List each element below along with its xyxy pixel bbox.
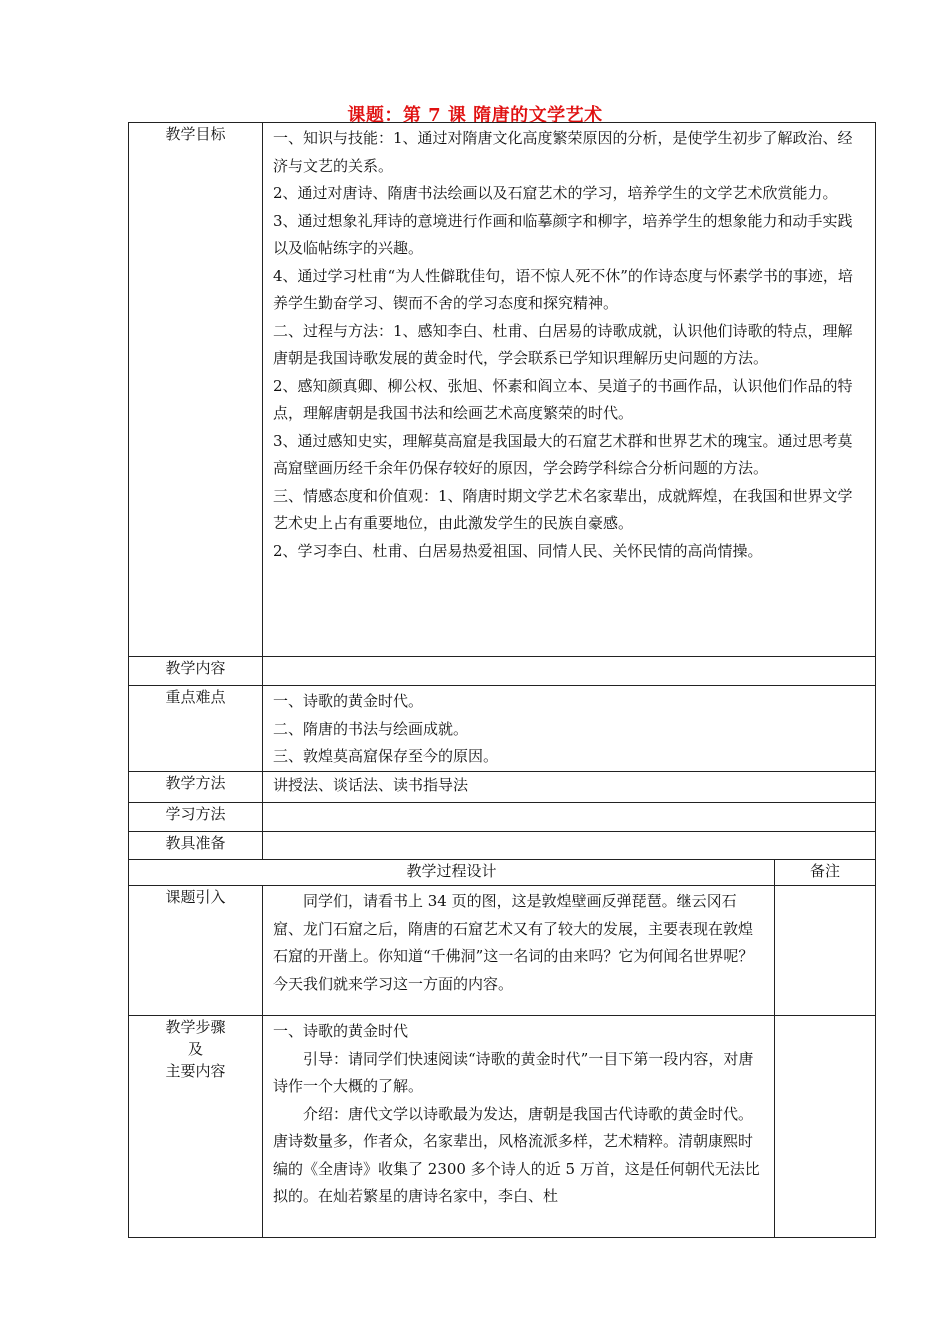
content-label: 教学内容 [129, 657, 263, 686]
steps-text [263, 1016, 774, 1211]
row-method [129, 772, 876, 803]
objective-line: 三、情感态度和价值观：1、隋唐时期文学艺术名家辈出，成就辉煌，在我国和世界文学艺术史上占有重要地位，由此激发学生的民族自豪感。 [273, 486, 853, 532]
keypoints-lines [263, 686, 875, 771]
steps-guide: 引导：请同学们快速阅读“诗歌的黄金时代”一目下第一段内容，对唐诗作一个大概的了解。 [273, 1049, 754, 1095]
tools-label: 教具准备 [129, 832, 263, 860]
lesson-plan-table [128, 122, 876, 1238]
row-tools [129, 832, 876, 860]
keypoints-label: 重点难点 [129, 686, 263, 772]
row-design-header [129, 860, 876, 886]
objectives-lines [263, 123, 875, 565]
notes-header: 备注 [775, 860, 876, 886]
objectives-label: 教学目标 [129, 123, 263, 657]
objective-line: 4、通过学习杜甫“为人性僻耽佳句，语不惊人死不休”的作诗态度与怀素学书的事迹，培养学生勤奋学习、锲而不舍的学习态度和探究精神。 [273, 266, 853, 312]
steps-intro: 介绍：唐代文学以诗歌最为发达，唐朝是我国古代诗歌的黄金时代。唐诗数量多，作者众，名家辈出，风格流派多样，艺术精粹。清朝康熙时编的《全唐诗》收集了 2300 多个诗人的近 5 万首，这是任何朝代无法比拟的。在灿若繁星的唐诗名家中，李白、杜 [273, 1104, 760, 1205]
study-label: 学习方法 [129, 803, 263, 832]
steps-notes [775, 1016, 876, 1238]
row-intro [129, 886, 876, 1016]
method-value: 讲授法、谈话法、读书指导法 [263, 772, 876, 803]
keypoint-1: 一、诗歌的黄金时代。 [273, 692, 424, 710]
row-content [129, 657, 876, 686]
row-objectives [129, 123, 876, 657]
objective-line: 一、知识与技能：1、通过对隋唐文化高度繁荣原因的分析，是使学生初步了解政治、经济与文艺的关系。 [273, 129, 853, 175]
steps-label: 教学步骤 及 主要内容 [129, 1016, 263, 1238]
row-study [129, 803, 876, 832]
design-header-title: 教学过程设计 [129, 860, 775, 886]
objective-line: 3、通过感知史实，理解莫高窟是我国最大的石窟艺术群和世界艺术的瑰宝。通过思考莫高窟壁画历经千余年仍保存较好的原因，学会跨学科综合分析问题的方法。 [273, 431, 853, 477]
objective-line: 2、通过对唐诗、隋唐书法绘画以及石窟艺术的学习，培养学生的文学艺术欣赏能力。 [273, 184, 838, 202]
row-steps [129, 1016, 876, 1238]
keypoint-2: 二、隋唐的书法与绘画成就。 [273, 719, 469, 738]
tools-value [263, 832, 876, 860]
page-title: 课题：第 7 课 隋唐的文学艺术 [347, 105, 603, 126]
intro-label: 课题引入 [129, 886, 263, 1016]
method-label: 教学方法 [129, 772, 263, 803]
objective-line: 2、学习李白、杜甫、白居易热爱祖国、同情人民、关怀民情的高尚情操。 [273, 541, 763, 560]
steps-heading: 一、诗歌的黄金时代 [273, 1022, 409, 1040]
intro-text: 同学们，请看书上 34 页的图，这是敦煌壁画反弹琵琶。继云冈石窟、龙门石窟之后，隋唐的石窟艺术又有了较大的发展，主要表现在敦煌石窟的开凿上。你知道“千佛洞”这一名词的由来吗？它为何闻名世界呢？今天我们就来学习这一方面的内容。 [273, 892, 754, 993]
objective-line: 二、过程与方法：1、感知李白、杜甫、白居易的诗歌成就，认识他们诗歌的特点，理解唐朝是我国诗歌发展的黄金时代，学会联系已学知识理解历史问题的方法。 [273, 321, 853, 367]
objective-line: 3、通过想象礼拜诗的意境进行作画和临摹颜字和柳字，培养学生的想象能力和动手实践以及临帖练字的兴趣。 [273, 211, 853, 257]
objective-line: 2、感知颜真卿、柳公权、张旭、怀素和阎立本、吴道子的书画作品，认识他们作品的特点，理解唐朝是我国书法和绘画艺术高度繁荣的时代。 [273, 376, 853, 422]
content-value [263, 657, 876, 686]
row-keypoints [129, 686, 876, 772]
steps-content [263, 1016, 775, 1238]
intro-notes [775, 886, 876, 1016]
keypoint-3: 三、敦煌莫高窟保存至今的原因。 [273, 747, 499, 765]
study-value [263, 803, 876, 832]
intro-content [263, 886, 775, 1016]
keypoints-content [263, 686, 876, 772]
objectives-content [263, 123, 876, 657]
